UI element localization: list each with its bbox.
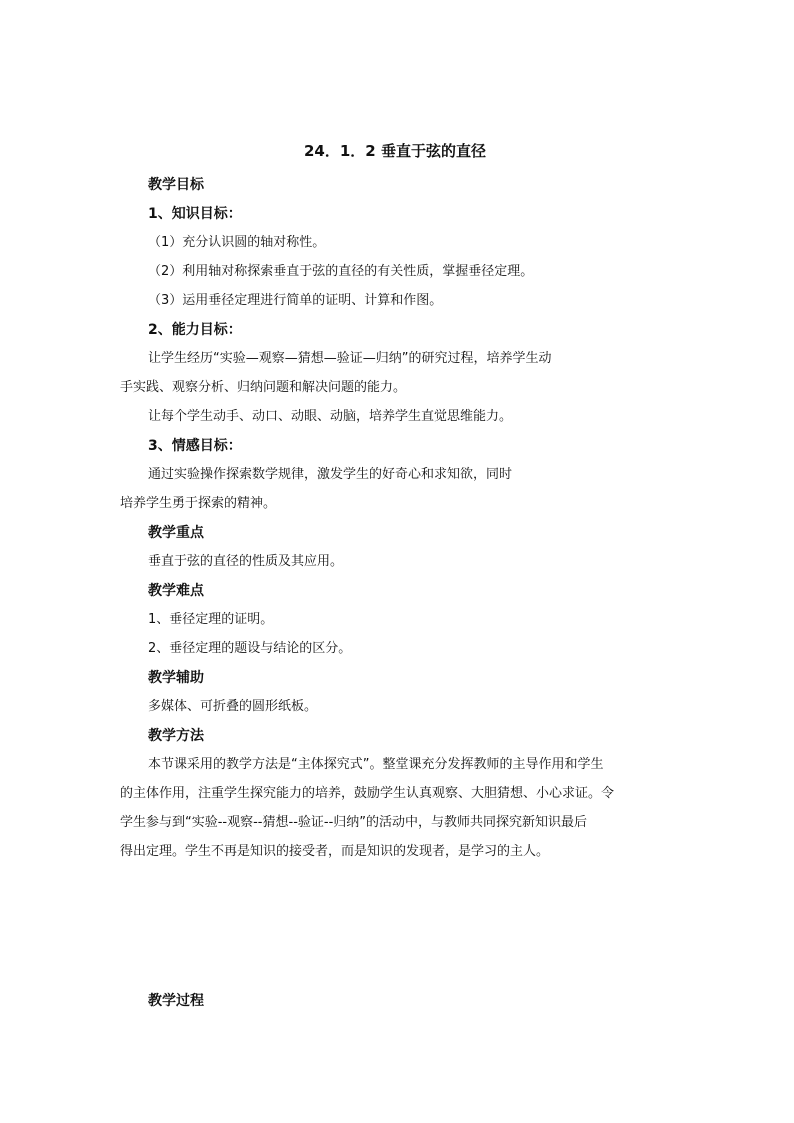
teaching-key-points-text: 垂直于弦的直径的性质及其应用。 (148, 554, 344, 569)
ability-goals-heading: 2、能力目标： (148, 322, 242, 338)
teaching-key-points-heading: 教学重点 (148, 525, 204, 541)
teaching-process-heading: 教学过程 (148, 993, 204, 1009)
teaching-goals-heading: 教学目标 (148, 177, 204, 193)
teaching-method-line-4: 得出定理。学生不再是知识的接受者，而是知识的发现者，是学习的主人。 (120, 844, 550, 859)
teaching-aids-text: 多媒体、可折叠的圆形纸板。 (148, 699, 318, 714)
difficulty-item-1: 1、垂径定理的证明。 (148, 612, 274, 627)
ability-paragraph-line-1: 让学生经历“实验—观察—猜想—验证—归纳”的研究过程，培养学生动 (148, 351, 552, 366)
ability-paragraph-line-2: 手实践、观察分析、归纳问题和解决问题的能力。 (120, 380, 407, 395)
emotion-goals-heading: 3、情感目标： (148, 438, 242, 454)
teaching-difficulties-heading: 教学难点 (148, 583, 204, 599)
document-title: 24．1．2 垂直于弦的直径 (304, 142, 486, 160)
teaching-method-heading: 教学方法 (148, 728, 204, 744)
difficulty-item-2: 2、垂径定理的题设与结论的区分。 (148, 641, 352, 656)
emotion-paragraph-line-2: 培养学生勇于探索的精神。 (120, 496, 277, 511)
teaching-aids-heading: 教学辅助 (148, 670, 204, 686)
emotion-paragraph-line-1: 通过实验操作探索数学规律，激发学生的好奇心和求知欲，同时 (148, 467, 513, 482)
knowledge-item-1: （1）充分认识圆的轴对称性。 (148, 235, 326, 250)
teaching-method-line-2: 的主体作用，注重学生探究能力的培养，鼓励学生认真观察、大胆猜想、小心求证。令 (120, 786, 615, 801)
knowledge-goals-heading: 1、知识目标： (148, 206, 242, 222)
teaching-method-line-3: 学生参与到“实验--观察--猜想--验证--归纳”的活动中，与教师共同探究新知识最后 (120, 815, 587, 830)
teaching-method-line-1: 本节课采用的教学方法是“主体探究式”。整堂课充分发挥教师的主导作用和学生 (148, 757, 604, 772)
ability-paragraph-line-3: 让每个学生动手、动口、动眼、动脑，培养学生直觉思维能力。 (148, 409, 513, 424)
knowledge-item-2: （2）利用轴对称探索垂直于弦的直径的有关性质，掌握垂径定理。 (148, 264, 534, 279)
knowledge-item-3: （3）运用垂径定理进行简单的证明、计算和作图。 (148, 293, 443, 308)
